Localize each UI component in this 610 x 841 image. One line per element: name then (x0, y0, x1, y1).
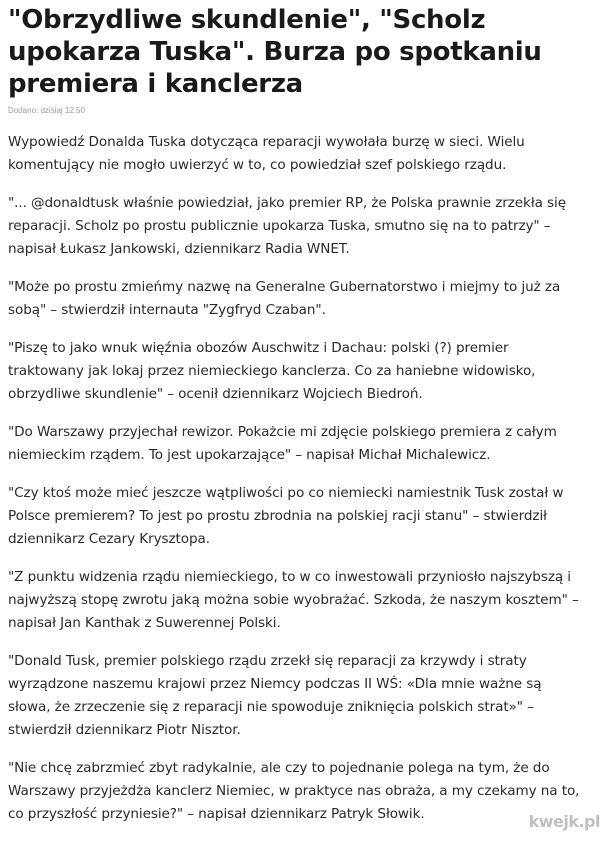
paragraph-quote-biedron: "Piszę to jako wnuk więźnia obozów Auschwitz i Dachau: polski (?) premier traktowany jak lokaj przez niemieckiego kanclerza. Co za haniebne widowisko, obrzydliwe skundlenie" – ocenił dziennikarz Wojciech Biedroń. (8, 340, 536, 402)
publish-date: Dodano: dzisiaj 12:50 (8, 106, 85, 115)
paragraph-quote-michalewicz: "Do Warszawy przyjechał rewizor. Pokażcie mi zdjęcie polskiego premiera z całym niemieckim rządem. To jest upokarzające" – napisał Michał Michalewicz. (8, 424, 557, 463)
article-headline: "Obrzydliwe skundlenie", "Scholz upokarza Tuska". Burza po spotkaniu premiera i kanclerza (8, 5, 542, 99)
paragraph-quote-slowik: "Nie chcę zabrzmieć zbyt radykalnie, ale czy to pojednanie polega na tym, że do Warszawy przyjeżdża kanclerz Niemiec, w praktyce nas obraża, a my czekamy na to, co przyszłość przyniesie?" – napisał dziennikarz Patryk Słowik. (8, 760, 580, 822)
paragraph-quote-jankowski: "... @donaldtusk właśnie powiedział, jako premier RP, że Polska prawnie zrzekła się reparacji. Scholz po prostu publicznie upokarza Tuska, smutno się na to patrzy" – napisał Łukasz Jankowski, dziennikarz Radia WNET. (8, 195, 566, 257)
site-watermark: kwejk.pl (528, 812, 600, 831)
article-body (8, 131, 604, 826)
paragraph-quote-nisztor: "Donald Tusk, premier polskiego rządu zrzekł się reparacji za krzywdy i straty wyrządzone naszemu krajowi przez Niemcy podczas II WŚ: «Dla mnie ważne są słowa, że zrzeczenie się z reparacji nie spowoduje zniknięcia polskich strat»" – stwierdził dziennikarz Piotr Nisztor. (8, 653, 542, 738)
paragraph-quote-czaban: "Może po prostu zmieńmy nazwę na Generalne Gubernatorstwo i miejmy to już za sobą" – stwierdził internauta "Zygfryd Czaban". (8, 279, 561, 318)
paragraph-intro: Wypowiedź Donalda Tuska dotycząca reparacji wywołała burzę w sieci. Wielu komentujący nie mogło uwierzyć w to, co powiedział szef polskiego rządu. (8, 134, 525, 173)
paragraph-quote-krysztopa: "Czy ktoś może mieć jeszcze wątpliwości po co niemiecki namiestnik Tusk został w Polsce premierem? To jest po prostu zbrodnia na polskiej racji stanu" – stwierdził dziennikarz Cezary Krysztopa. (8, 485, 564, 547)
paragraph-quote-kanthak: "Z punktu widzenia rządu niemieckiego, to w co inwestowali przyniosło najszybszą i najwyższą stopę zwrotu jaką można sobie wyobrażać. Szkoda, że naszym kosztem" – napisał Jan Kanthak z Suwerennej Polski. (8, 569, 579, 631)
article (8, 4, 604, 841)
